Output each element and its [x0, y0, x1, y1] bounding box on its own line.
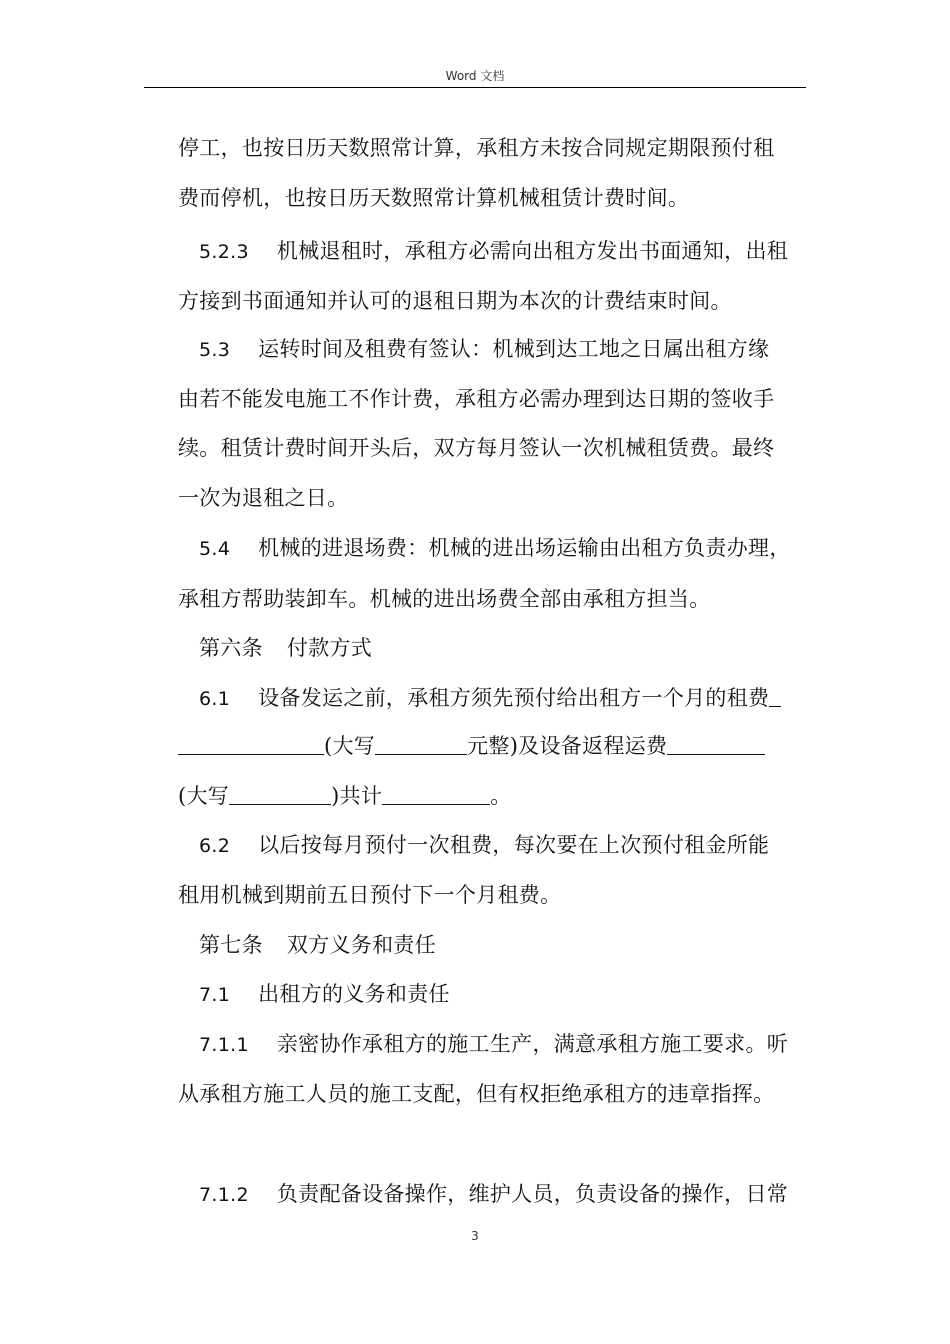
text-line: 停工，也按日历天数照常计算，承租方未按合同规定期限预付租 [178, 136, 775, 160]
clause-6-1 [178, 678, 829, 718]
header-divider [144, 87, 806, 88]
page-number: 3 [471, 1229, 479, 1243]
clause-5-2-3 [178, 231, 829, 271]
fill-blank [769, 680, 781, 707]
clause-text: 机械退租时，承租方必需向出租方发出书面通知，出租 [276, 239, 789, 263]
text-line: 租用机械到期前五日预付下一个月租费。 [178, 883, 562, 907]
clause-text: 出租方的义务和责任 [258, 982, 450, 1006]
fill-blank [382, 778, 490, 805]
clause-7-1-2 [178, 1174, 829, 1214]
article-7-heading [178, 925, 829, 965]
article-title: 双方义务和责任 [286, 933, 437, 957]
article-6-heading [178, 628, 829, 668]
page-header: Word 文档 [445, 69, 505, 83]
clause-text: 机械的进退场费：机械的进出场运输由出租方负责办理， [258, 536, 791, 560]
clause-text: 设备发运之前，承租方须先预付给出租方一个月的租费 [258, 686, 770, 710]
fill-blank [178, 728, 324, 755]
clause-number: 7.1.2 [199, 1184, 249, 1206]
text-line: 方接到书面通知并认可的退租日期为本次的计费结束时间。 [178, 289, 732, 313]
clause-7-1 [178, 974, 829, 1014]
text-line: 一次为退租之日。 [178, 486, 349, 510]
article-label: 第七条 [199, 933, 263, 957]
clause-5-3 [178, 329, 829, 369]
clause-6-2 [178, 825, 829, 865]
text-line: 承租方帮助装卸车。机械的进出场费全部由承租方担当。 [178, 587, 711, 611]
clause-number: 7.1 [199, 984, 231, 1006]
text-line: 从承租方施工人员的施工支配，但有权拒绝承租方的违章指挥。 [178, 1082, 775, 1106]
clause-number: 5.2.3 [199, 241, 249, 263]
fill-blank [375, 728, 467, 755]
clause-number: 5.4 [199, 538, 231, 560]
fill-blank [667, 728, 765, 755]
text-line: 费而停机，也按日历天数照常计算机械租赁计费时间。 [178, 186, 690, 210]
clause-number: 6.1 [199, 688, 231, 710]
clause-5-4 [178, 528, 829, 568]
article-title: 付款方式 [286, 636, 373, 660]
fill-blank [229, 778, 331, 805]
article-label: 第六条 [199, 636, 263, 660]
text-line: 续。租赁计费时间开头后，双方每月签认一次机械租赁费。最终 [178, 436, 775, 460]
clause-text: 运转时间及租费有签认：机械到达工地之日属出租方缘 [258, 337, 770, 361]
clause-7-1-1 [178, 1024, 829, 1064]
text-line: (大写 )共计 。 [178, 776, 808, 816]
text-line: 由若不能发电施工不作计费，承租方必需办理到达日期的签收手 [178, 387, 775, 411]
clause-number: 7.1.1 [199, 1034, 249, 1056]
clause-number: 5.3 [199, 339, 231, 361]
text-line: (大写 元整)及设备返程运费 [178, 726, 808, 766]
clause-text: 亲密协作承租方的施工生产，满意承租方施工要求。听 [276, 1032, 789, 1056]
clause-text: 以后按每月预付一次租费，每次要在上次预付租金所能 [258, 833, 770, 857]
clause-text: 负责配备设备操作，维护人员，负责设备的操作，日常 [276, 1182, 789, 1206]
clause-number: 6.2 [199, 835, 231, 857]
